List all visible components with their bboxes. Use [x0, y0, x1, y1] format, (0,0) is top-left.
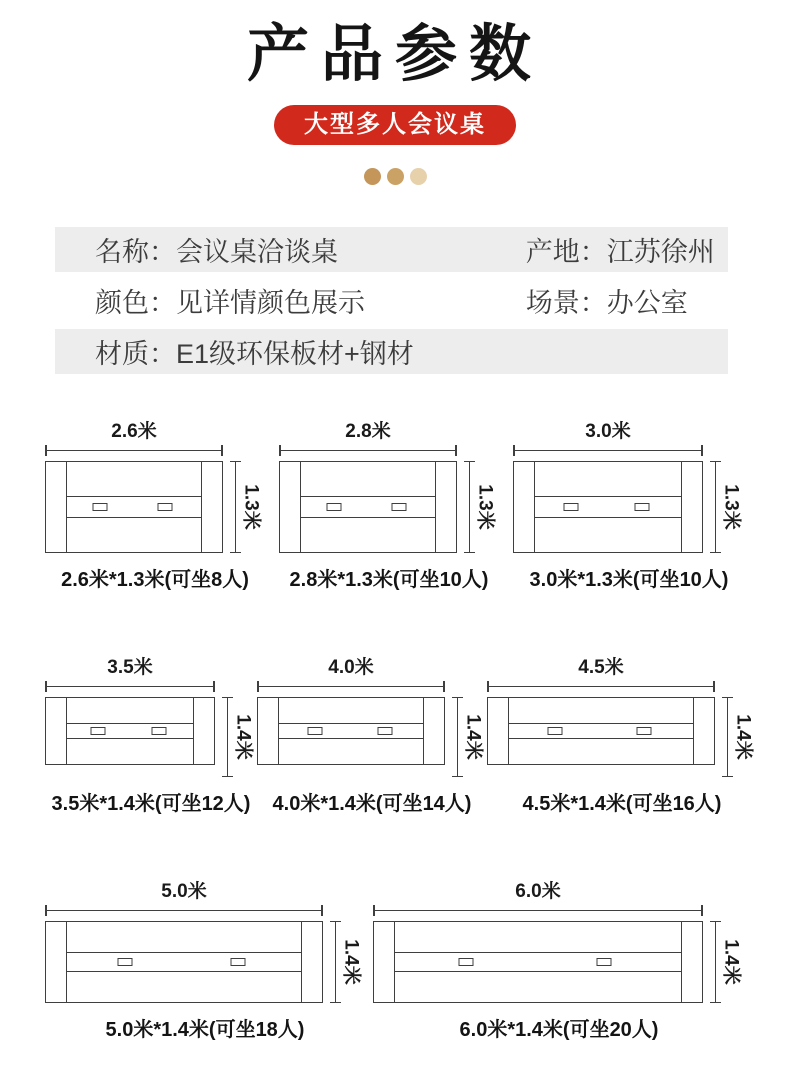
table-top-view [513, 461, 703, 553]
cable-grommet [392, 503, 407, 511]
specs-row [55, 272, 728, 329]
diagram-caption: 3.0米*1.3米(可坐10人) [529, 569, 729, 592]
depth-dimension [330, 921, 365, 1003]
depth-dimension [464, 461, 499, 553]
depth-dimension [722, 697, 757, 777]
category-badge: 大型多人会议桌 [274, 105, 516, 145]
diagram-drawing [257, 652, 487, 777]
cable-grommet [91, 727, 106, 735]
diagram-drawing [279, 416, 499, 553]
width-dimension-line [45, 681, 215, 692]
width-dimension [45, 652, 215, 692]
table-size-diagram [45, 652, 257, 816]
diagram-drawing [45, 876, 365, 1003]
table-top-view [279, 461, 457, 553]
diagram-drawing [373, 876, 745, 1003]
table-size-diagram [279, 416, 499, 592]
spec-name [55, 230, 486, 269]
diagram-caption: 4.5米*1.4米(可坐16人) [522, 793, 722, 816]
specs-row [55, 329, 728, 374]
cable-grommet [459, 958, 474, 966]
spec-value: E1级环保板材+钢材 [176, 339, 414, 370]
table-top-view [45, 921, 323, 1003]
depth-dimension-label: 1.3米 [474, 484, 496, 530]
spec-scene [486, 281, 728, 320]
depth-dimension [452, 697, 487, 777]
cable-grommet [307, 727, 322, 735]
depth-dimension [230, 461, 265, 553]
depth-dimension-label: 1.4米 [340, 939, 362, 985]
width-dimension-line [45, 905, 323, 916]
diagram-caption: 4.0米*1.4米(可坐14人) [272, 793, 472, 816]
specs-row [55, 227, 728, 272]
center-cable-tray [66, 952, 302, 971]
table-size-diagram [45, 416, 265, 592]
spec-label: 颜色： [95, 288, 176, 319]
diagram-row [0, 416, 790, 592]
diagram-row [0, 876, 790, 1042]
table-top-view [257, 697, 445, 765]
table-top-view [373, 921, 703, 1003]
depth-dimension-label: 1.3米 [240, 484, 262, 530]
diagrams-section [0, 416, 790, 1082]
diagram-drawing [487, 652, 757, 777]
center-cable-tray [508, 723, 694, 739]
center-cable-tray [66, 496, 202, 518]
diagram-drawing [45, 416, 265, 553]
spec-origin [486, 230, 728, 269]
spec-label: 名称： [95, 237, 176, 268]
width-dimension-line [45, 445, 223, 456]
spec-material [55, 332, 486, 371]
cable-grommet [327, 503, 342, 511]
spec-label: 产地： [525, 237, 607, 268]
depth-dimension-label: 1.4米 [732, 714, 754, 760]
width-dimension-label: 5.0米 [161, 881, 207, 903]
depth-dimension [710, 921, 745, 1003]
width-dimension-label: 4.5米 [578, 657, 624, 679]
cable-grommet [547, 727, 562, 735]
center-cable-tray [278, 723, 424, 739]
depth-dimension [710, 461, 745, 553]
cable-grommet [231, 958, 246, 966]
cable-grommet [636, 727, 651, 735]
cable-grommet [597, 958, 612, 966]
table-size-diagram [373, 876, 745, 1042]
width-dimension [257, 652, 445, 692]
spec-value: 见详情颜色展示 [176, 288, 365, 319]
table-top-view [45, 461, 223, 553]
cable-grommet [118, 958, 133, 966]
depth-dimension-label: 1.4米 [232, 714, 254, 760]
center-cable-tray [300, 496, 436, 518]
diagram-drawing [513, 416, 745, 553]
cable-grommet [564, 503, 579, 511]
cable-grommet [152, 727, 167, 735]
diagram-caption: 5.0米*1.4米(可坐18人) [105, 1019, 305, 1042]
table-top-view [45, 697, 215, 765]
width-dimension-line [279, 445, 457, 456]
spec-value: 会议桌洽谈桌 [176, 237, 338, 268]
depth-dimension-label: 1.4米 [462, 714, 484, 760]
depth-dimension [222, 697, 257, 777]
spec-color [55, 281, 486, 320]
width-dimension [513, 416, 703, 456]
cable-grommet [93, 503, 108, 511]
width-dimension-label: 3.0米 [585, 421, 631, 443]
decor-dots [0, 168, 790, 185]
spec-label: 材质： [95, 339, 176, 370]
depth-dimension-label: 1.4米 [720, 939, 742, 985]
width-dimension-label: 2.8米 [345, 421, 391, 443]
diagram-caption: 3.5米*1.4米(可坐12人) [51, 793, 251, 816]
width-dimension-line [487, 681, 715, 692]
table-size-diagram [487, 652, 757, 816]
width-dimension-label: 2.6米 [111, 421, 157, 443]
table-size-diagram [513, 416, 745, 592]
width-dimension [487, 652, 715, 692]
width-dimension-label: 4.0米 [328, 657, 374, 679]
width-dimension-line [373, 905, 703, 916]
page-title: 产品参数 [246, 20, 543, 89]
width-dimension [45, 876, 323, 916]
cable-grommet [158, 503, 173, 511]
diagram-caption: 6.0米*1.4米(可坐20人) [459, 1019, 659, 1042]
table-size-diagram [257, 652, 487, 816]
center-cable-tray [66, 723, 194, 739]
decor-dot [387, 168, 404, 185]
diagram-row [0, 652, 790, 816]
center-cable-tray [394, 952, 682, 971]
spec-label: 场景： [525, 288, 607, 319]
width-dimension-line [257, 681, 445, 692]
center-cable-tray [534, 496, 682, 518]
product-specs-table [55, 227, 728, 374]
width-dimension [279, 416, 457, 456]
cable-grommet [377, 727, 392, 735]
depth-dimension-label: 1.3米 [720, 484, 742, 530]
width-dimension-line [513, 445, 703, 456]
header-section [0, 22, 790, 185]
width-dimension [373, 876, 703, 916]
spec-value: 江苏徐州 [606, 237, 715, 268]
table-top-view [487, 697, 715, 765]
table-size-diagram [45, 876, 365, 1042]
width-dimension-label: 3.5米 [107, 657, 153, 679]
width-dimension-label: 6.0米 [515, 881, 561, 903]
width-dimension [45, 416, 223, 456]
diagram-drawing [45, 652, 257, 777]
decor-dot [410, 168, 427, 185]
cable-grommet [635, 503, 650, 511]
spec-value: 办公室 [606, 288, 688, 319]
diagram-caption: 2.8米*1.3米(可坐10人) [289, 569, 489, 592]
diagram-caption: 2.6米*1.3米(可坐8人) [61, 569, 249, 592]
decor-dot [364, 168, 381, 185]
